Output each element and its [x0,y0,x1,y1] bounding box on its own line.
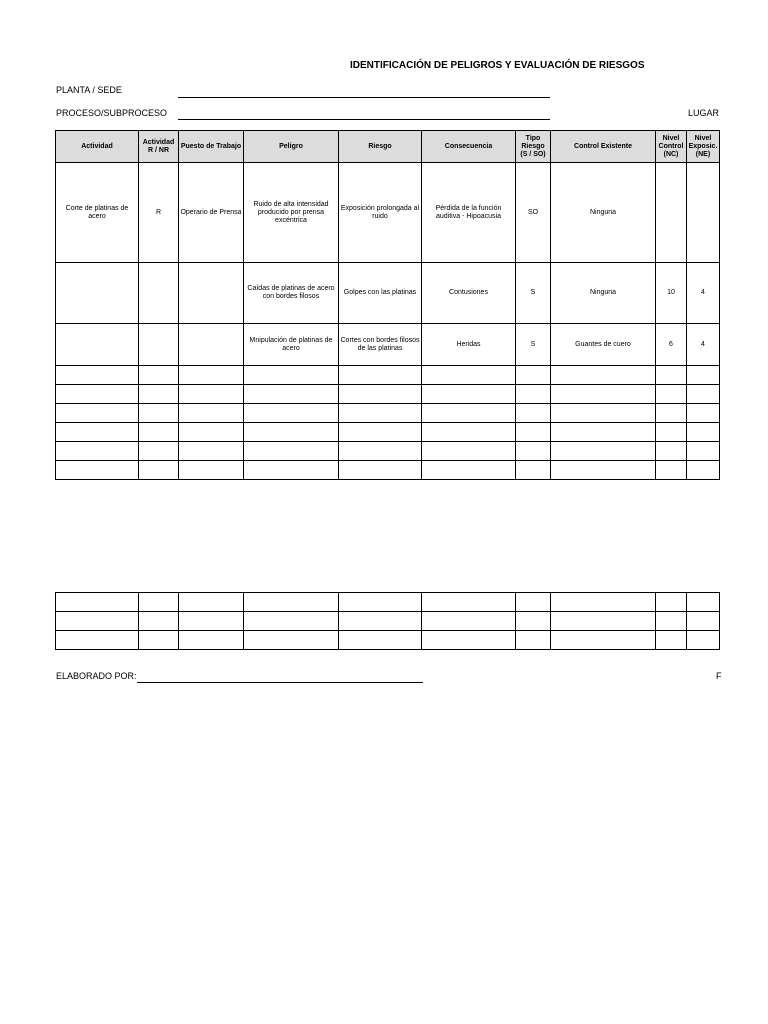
table-row [56,461,720,480]
header-tipo-riesgo: Tipo Riesgo (S / SO) [516,131,551,163]
empty-cell[interactable] [139,593,179,612]
empty-cell[interactable] [656,612,687,631]
empty-cell[interactable] [422,593,516,612]
empty-cell[interactable] [244,404,339,423]
cell[interactable]: Golpes con las platinas [339,263,422,324]
empty-cell[interactable] [179,423,244,442]
empty-cell[interactable] [244,612,339,631]
empty-cell[interactable] [551,631,656,650]
table-row [56,366,720,385]
empty-cell[interactable] [339,442,422,461]
cell[interactable]: Mnipulación de platinas de acero [244,324,339,366]
empty-cell[interactable] [687,631,720,650]
empty-cell[interactable] [179,612,244,631]
empty-cell[interactable] [339,366,422,385]
empty-cell[interactable] [244,442,339,461]
empty-cell[interactable] [422,385,516,404]
cell[interactable] [687,163,720,263]
elaborado-field-line[interactable] [137,682,423,683]
cell[interactable] [656,163,687,263]
empty-cell[interactable] [516,442,551,461]
cell[interactable] [139,324,179,366]
empty-cell[interactable] [422,631,516,650]
cell[interactable]: Exposición prolongada al ruido [339,163,422,263]
empty-cell[interactable] [139,631,179,650]
risk-table [55,130,720,480]
cell[interactable]: Guantes de cuero [551,324,656,366]
cell[interactable]: 4 [687,324,720,366]
table-row [56,263,720,324]
empty-cell[interactable] [139,423,179,442]
empty-cell[interactable] [687,442,720,461]
table-row [56,593,720,612]
cell[interactable]: 10 [656,263,687,324]
empty-cell[interactable] [551,366,656,385]
empty-cell[interactable] [656,461,687,480]
cell[interactable]: Ruido de alta intensidad producido por prensa excéntrica [244,163,339,263]
empty-cell[interactable] [56,423,139,442]
empty-cell[interactable] [422,366,516,385]
empty-cell[interactable] [516,593,551,612]
cell[interactable]: Corte de platinas de acero [56,163,139,263]
empty-cell[interactable] [339,593,422,612]
cell[interactable] [179,324,244,366]
empty-cell[interactable] [687,593,720,612]
empty-cell[interactable] [516,423,551,442]
empty-cell[interactable] [339,404,422,423]
empty-cell[interactable] [139,612,179,631]
empty-cell[interactable] [139,404,179,423]
header-control-existente: Control Existente [551,131,656,163]
empty-cell[interactable] [56,385,139,404]
cell[interactable] [179,263,244,324]
empty-cell[interactable] [687,612,720,631]
empty-cell[interactable] [656,631,687,650]
empty-cell[interactable] [687,461,720,480]
cell[interactable]: S [516,263,551,324]
empty-cell[interactable] [339,385,422,404]
empty-cell[interactable] [551,612,656,631]
empty-cell[interactable] [179,631,244,650]
empty-cell[interactable] [179,385,244,404]
empty-cell[interactable] [179,593,244,612]
table-row [56,612,720,631]
table-row [56,385,720,404]
table-row [56,442,720,461]
empty-cell[interactable] [551,404,656,423]
empty-cell[interactable] [179,404,244,423]
empty-cell[interactable] [56,631,139,650]
empty-cell[interactable] [56,366,139,385]
planta-label: PLANTA / SEDE [56,85,122,95]
empty-cell[interactable] [422,423,516,442]
empty-cell[interactable] [516,631,551,650]
proceso-label: PROCESO/SUBPROCESO [56,108,168,118]
cell[interactable] [139,263,179,324]
empty-cell[interactable] [551,385,656,404]
cell[interactable]: SO [516,163,551,263]
cell[interactable]: 4 [687,263,720,324]
empty-cell[interactable] [244,385,339,404]
empty-cell[interactable] [139,366,179,385]
cell[interactable] [56,263,139,324]
cell[interactable]: Caídas de platinas de acero con bordes filosos [244,263,339,324]
empty-cell[interactable] [656,404,687,423]
empty-cell[interactable] [516,612,551,631]
empty-cell[interactable] [422,612,516,631]
empty-cell[interactable] [551,461,656,480]
empty-cell[interactable] [56,612,139,631]
empty-cell[interactable] [339,423,422,442]
empty-cell[interactable] [139,442,179,461]
empty-cell[interactable] [139,461,179,480]
cut-off-label: F [716,671,722,681]
empty-cell[interactable] [656,366,687,385]
empty-cell[interactable] [56,442,139,461]
empty-cell[interactable] [687,423,720,442]
page-title: IDENTIFICACIÓN DE PELIGROS Y EVALUACIÓN DE RIESGOS [350,60,645,71]
empty-cell[interactable] [687,366,720,385]
empty-cell[interactable] [656,385,687,404]
cell[interactable]: R [139,163,179,263]
table-row [56,324,720,366]
table-header-row [56,131,720,163]
table-row [56,631,720,650]
lugar-label: LUGAR [688,108,720,118]
header-riesgo: Riesgo [339,131,422,163]
empty-cell[interactable] [56,593,139,612]
header-nivel-exposicion: Nivel Exposic. (NE) [687,131,720,163]
cell[interactable]: Pérdida de la función auditiva - Hipoacusia [422,163,516,263]
proceso-field-line[interactable] [178,119,550,120]
table-row [56,423,720,442]
cell[interactable]: Heridas [422,324,516,366]
empty-cell[interactable] [551,423,656,442]
cell[interactable]: 6 [656,324,687,366]
empty-cell[interactable] [656,593,687,612]
empty-cell[interactable] [656,423,687,442]
empty-cell[interactable] [179,366,244,385]
empty-cell[interactable] [422,461,516,480]
empty-cell[interactable] [551,593,656,612]
header-actividad-rnr: Actividad R / NR [139,131,179,163]
empty-cell[interactable] [244,366,339,385]
cell[interactable] [56,324,139,366]
header-consecuencia: Consecuencia [422,131,516,163]
empty-cell[interactable] [244,593,339,612]
cell[interactable]: Ninguna [551,163,656,263]
header-nivel-control: Nivel Control (NC) [656,131,687,163]
empty-cell[interactable] [56,461,139,480]
cell[interactable]: Cortes con bordes filosos de las platinas [339,324,422,366]
empty-cell[interactable] [244,423,339,442]
empty-cell[interactable] [551,442,656,461]
empty-cell[interactable] [687,385,720,404]
header-peligro: Peligro [244,131,339,163]
empty-cell[interactable] [244,461,339,480]
empty-cell[interactable] [516,404,551,423]
elaborado-label: ELABORADO POR: [56,671,137,681]
header-puesto: Puesto de Trabajo [179,131,244,163]
empty-cell[interactable] [687,404,720,423]
empty-cell[interactable] [516,385,551,404]
empty-cell[interactable] [656,442,687,461]
empty-cell[interactable] [339,631,422,650]
empty-cell[interactable] [339,612,422,631]
planta-field-line[interactable] [178,97,550,98]
continuation-table [55,592,720,650]
empty-cell[interactable] [139,385,179,404]
header-actividad: Actividad [56,131,139,163]
cell[interactable]: Operario de Prensa [179,163,244,263]
empty-cell[interactable] [422,404,516,423]
cell[interactable]: S [516,324,551,366]
empty-cell[interactable] [339,461,422,480]
table-row [56,404,720,423]
cell[interactable]: Contusiones [422,263,516,324]
empty-cell[interactable] [179,442,244,461]
cell[interactable]: Ninguna [551,263,656,324]
empty-cell[interactable] [516,366,551,385]
empty-cell[interactable] [422,442,516,461]
empty-cell[interactable] [179,461,244,480]
empty-cell[interactable] [244,631,339,650]
table-row [56,163,720,263]
empty-cell[interactable] [56,404,139,423]
empty-cell[interactable] [516,461,551,480]
